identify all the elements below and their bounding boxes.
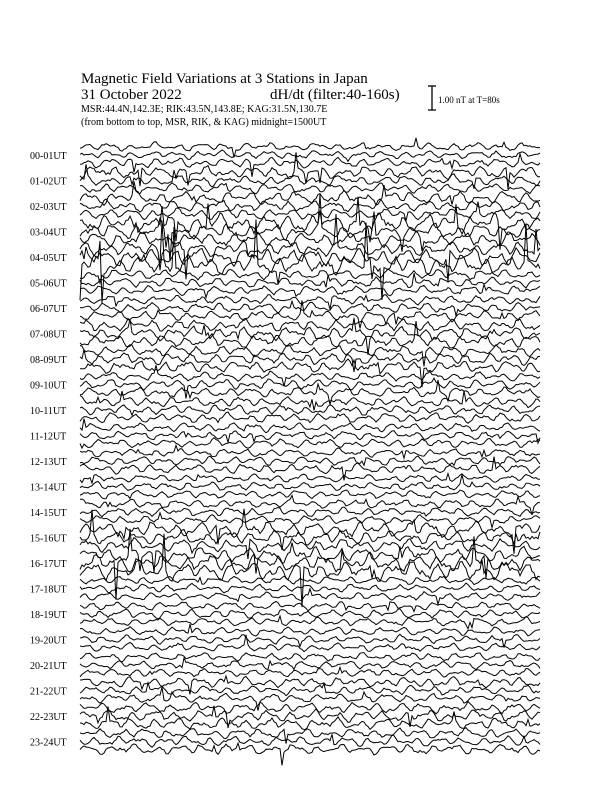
trace-kag [80, 602, 540, 612]
trace-rik [80, 634, 540, 647]
trace-msr [80, 616, 540, 629]
trace-msr [80, 183, 540, 194]
trace-msr [80, 534, 540, 607]
hour-label: 01-02UT [30, 176, 67, 188]
hour-label: 06-07UT [30, 303, 67, 315]
trace-rik [80, 456, 540, 465]
hour-label: 08-09UT [30, 354, 67, 366]
chart-date: 31 October 2022 [81, 87, 182, 103]
hour-label: 23-24UT [30, 737, 67, 749]
trace-rik [80, 507, 540, 517]
hour-label: 02-03UT [30, 201, 67, 213]
trace-kag [80, 295, 540, 310]
chart-title: Magnetic Field Variations at 3 Stations in Japan [81, 71, 368, 87]
trace-kag [80, 728, 540, 744]
trace-rik [80, 150, 540, 161]
trace-kag [80, 152, 540, 189]
hour-label: 16-17UT [30, 558, 67, 570]
hour-label: 12-13UT [30, 456, 67, 468]
trace-kag [80, 365, 540, 386]
trace-rik [80, 199, 540, 212]
trace-msr [80, 412, 540, 423]
trace-msr [80, 438, 540, 448]
hour-label: 19-20UT [30, 635, 67, 647]
trace-rik [80, 609, 540, 619]
hour-label: 14-15UT [30, 507, 67, 519]
trace-kag [80, 318, 540, 331]
hour-labels [30, 151, 67, 749]
scale-bar-label: 1.00 nT at T=80s [438, 95, 500, 105]
trace-msr [80, 589, 540, 604]
hour-label: 07-08UT [30, 329, 67, 341]
trace-rik [80, 475, 540, 491]
hour-label: 20-21UT [30, 660, 67, 672]
trace-msr [80, 743, 540, 765]
trace-kag [80, 445, 540, 458]
trace-rik [80, 706, 540, 728]
hour-label: 04-05UT [30, 252, 67, 264]
trace-msr [80, 359, 540, 387]
trace-rik [80, 734, 540, 747]
hour-label: 22-23UT [30, 711, 67, 723]
trace-kag [80, 214, 540, 279]
hour-label: 15-16UT [30, 533, 67, 545]
hour-label: 00-01UT [30, 150, 67, 162]
hour-label: 09-10UT [30, 380, 67, 392]
trace-msr [80, 706, 540, 730]
trace-msr [80, 490, 540, 499]
trace-msr [80, 667, 540, 677]
chart-quantity: dH/dt (filter:40-160s) [270, 87, 400, 103]
hour-label: 18-19UT [30, 609, 67, 621]
hour-label: 13-14UT [30, 482, 67, 494]
trace-kag [80, 474, 540, 484]
hour-label: 05-06UT [30, 278, 67, 290]
trace-order-note: (from bottom to top, MSR, RIK, & KAG) midnight=1500UT [81, 117, 327, 128]
trace-msr [80, 284, 540, 297]
hour-label: 17-18UT [30, 584, 67, 596]
hour-label: 03-04UT [30, 227, 67, 239]
trace-msr [80, 154, 540, 177]
hour-label: 10-11UT [30, 405, 67, 417]
trace-group [80, 138, 540, 765]
trace-rik [80, 350, 540, 372]
trace-rik [80, 683, 540, 696]
trace-kag [80, 345, 540, 367]
trace-rik [80, 658, 540, 670]
scale-bar [428, 86, 436, 110]
trace-kag [80, 496, 540, 516]
hour-label: 21-22UT [30, 686, 67, 698]
station-coordinates: MSR:44.4N,142.3E; RIK:43.5N,143.8E; KAG:31.5N,130.7E [81, 104, 328, 115]
hour-label: 11-12UT [30, 431, 67, 443]
trace-kag [80, 653, 540, 662]
